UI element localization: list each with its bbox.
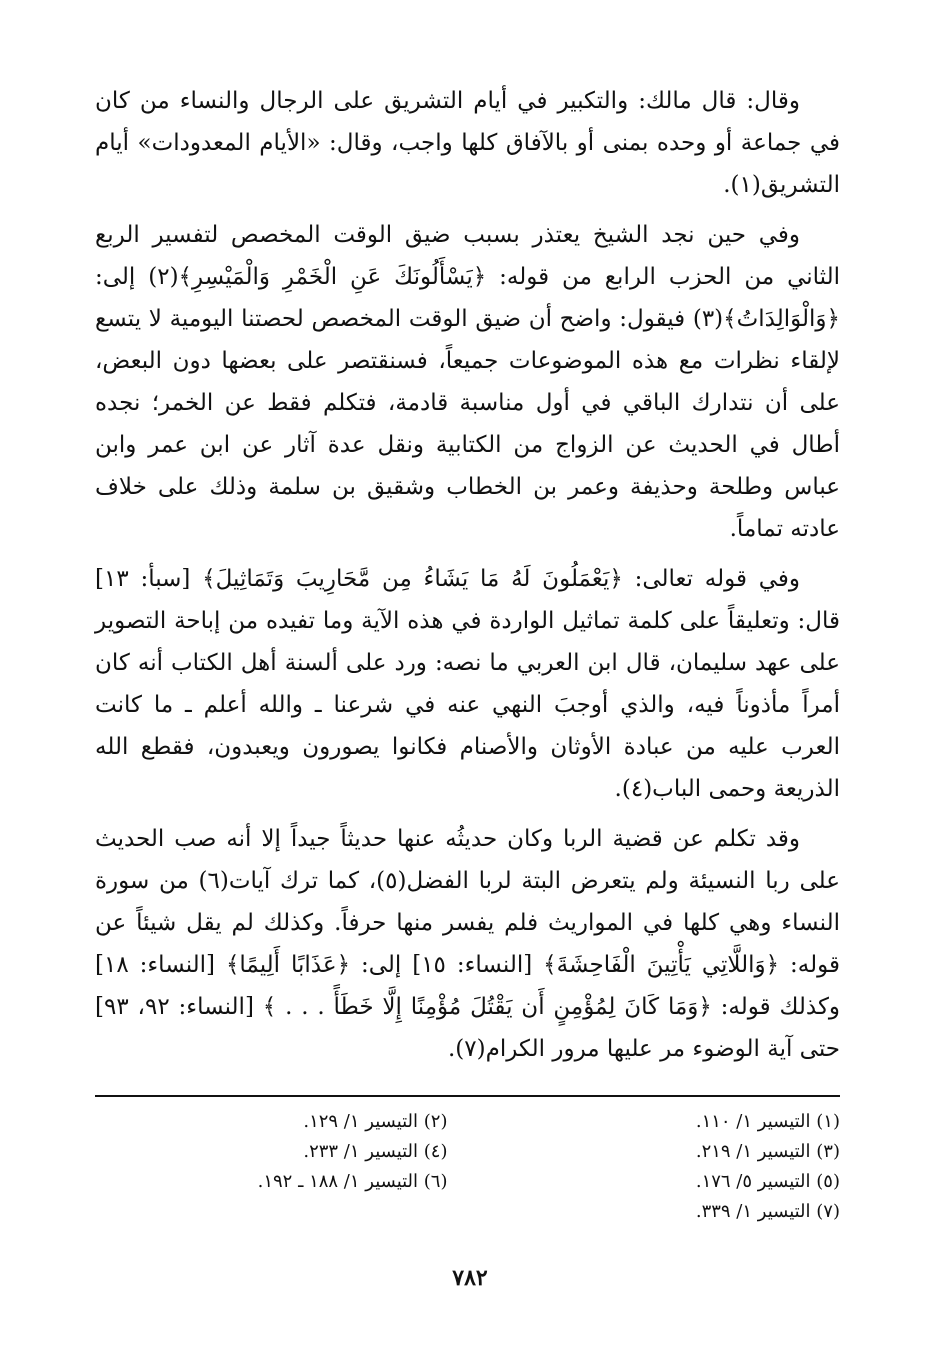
footnote-2: (٢) التيسير ١/ ١٢٩. (303, 1111, 448, 1132)
footnote-7: (٧) التيسير ١/ ٣٣٩. (695, 1201, 840, 1222)
footnote-5: (٥) التيسير ٥/ ١٧٦. (695, 1171, 840, 1192)
footnote-6: (٦) التيسير ١/ ١٨٨ ـ ١٩٢. (257, 1171, 448, 1192)
footnote-3: (٣) التيسير ١/ ٢١٩. (695, 1141, 840, 1162)
footnotes-section (95, 1095, 840, 1227)
paragraph-2: وفي حين نجد الشيخ يعتذر بسبب ضيق الوقت المخصص لتفسير الربع الثاني من الحزب الرابع من قوله: ﴿يَسْأَلُونَكَ عَنِ الْخَمْرِ وَالْمَيْسِرِ﴾(٢) إلى: ﴿وَالْوَالِدَاتُ﴾(٣) فيقول: واضح أن ضيق الوقت المخصص لحصتنا اليومية لا يتسع لإلقاء نظرات مع هذه الموضوعات جميعاً، فسنقتصر على بعضها دون البعض، على أن نتدارك الباقي في أول مناسبة قادمة، فتكلم فقط عن الخمر؛ نجده أطال في الحديث عن الزواج من الكتابية ونقل عدة آثار عن ابن عمر وابن عباس وطلحة وحذيفة وعمر بن الخطاب وشقيق بن سلمة وذلك على خلاف عادته تماماً. (95, 222, 840, 542)
footnote-4: (٤) التيسير ١/ ٢٣٣. (303, 1141, 448, 1162)
page-number: ٧٨٢ (452, 1265, 488, 1291)
main-text (95, 80, 840, 1070)
paragraph-4: وقد تكلم عن قضية الربا وكان حديثُه عنها حديثاً جيداً إلا أنه صب الحديث على ربا النسيئة ولم يتعرض البتة لربا الفضل(٥)، كما ترك آيات(٦) من سورة النساء وهي كلها في المواريث فلم يفسر منها حرفاً. وكذلك لم يقل شيئاً عن قوله: ﴿وَاللَّاتِي يَأْتِينَ الْفَاحِشَةَ﴾ [النساء: ١٥] إلى: ﴿عَذَابًا أَلِيمًا﴾ [النساء: ١٨] وكذلك قوله: ﴿وَمَا كَانَ لِمُؤْمِنٍ أَن يَقْتُلَ مُؤْمِنًا إِلَّا خَطَأً . . . ﴾ [النساء: ٩٢، ٩٣] حتى آية الوضوء مر عليها مرور الكرام(٧). (95, 826, 841, 1062)
footnote-1: (١) التيسير ١/ ١١٠. (695, 1111, 840, 1132)
paragraph-3: وفي قوله تعالى: ﴿يَعْمَلُونَ لَهُ مَا يَشَاءُ مِن مَّحَارِيبَ وَتَمَاثِيلَ﴾ [سبأ: ١٣] قال: وتعليقاً على كلمة تماثيل الواردة في هذه الآية وما تفيده من إباحة التصوير على عهد سليمان، قال ابن العربي ما نصه: ورد على ألسنة أهل الكتاب أنه كان أمراً مأذوناً فيه، والذي أوجبَ النهي عنه في شرعنا ـ والله أعلم ـ ما كانت العرب عليه من عبادة الأوثان والأصنام فكانوا يصورون ويعبدون، فقطع الله الذريعة وحمى الباب(٤). (95, 566, 840, 802)
paragraph-1: وقال: قال مالك: والتكبير في أيام التشريق على الرجال والنساء من كان في جماعة أو وحده بمنى أو بالآفاق كلها واجب، وقال: «الأيام المعدودات» أيام التشريق(١). (95, 88, 840, 198)
